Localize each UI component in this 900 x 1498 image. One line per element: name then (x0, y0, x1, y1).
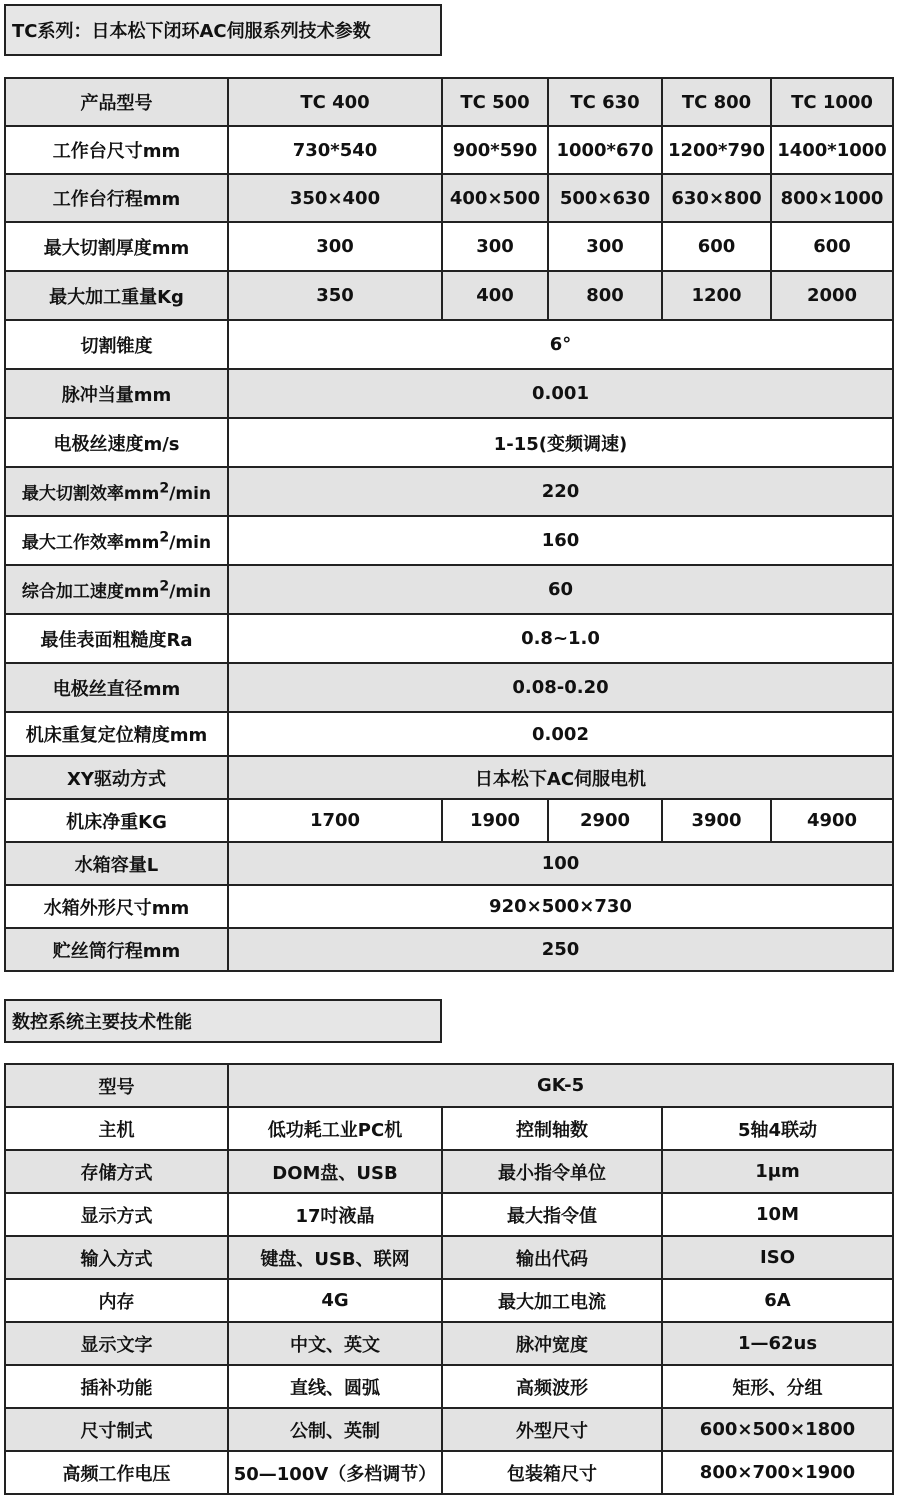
row-label: 电极丝速度m/s (5, 418, 228, 467)
table-row (5, 565, 893, 614)
row-label: 最佳表面粗糙度Ra (5, 614, 228, 663)
table-row (5, 418, 893, 467)
value-cell: 0.002 (228, 712, 893, 756)
table-row (5, 614, 893, 663)
table-row (5, 320, 893, 369)
row-label: 机床重复定位精度mm (5, 712, 228, 756)
table-row (5, 222, 893, 271)
row-label: 工作台尺寸mm (5, 126, 228, 174)
value-cell: 2000 (771, 271, 893, 320)
row-label: 最小指令单位 (442, 1150, 662, 1193)
spec-section-title: TC系列：日本松下闭环AC伺服系列技术参数 (4, 4, 442, 56)
value-cell: 900*590 (442, 126, 548, 174)
value-cell: 直线、圆弧 (228, 1365, 442, 1408)
row-label: 存储方式 (5, 1150, 228, 1193)
row-label: 型号 (5, 1064, 228, 1107)
row-label: 水箱外形尺寸mm (5, 885, 228, 928)
value-cell: 4G (228, 1279, 442, 1322)
table-row (5, 271, 893, 320)
row-label: XY驱动方式 (5, 756, 228, 799)
value-cell: 公制、英制 (228, 1408, 442, 1451)
row-label: 最大切割厚度mm (5, 222, 228, 271)
value-cell: 日本松下AC伺服电机 (228, 756, 893, 799)
value-cell: 键盘、USB、联网 (228, 1236, 442, 1279)
model-cell: TC 630 (548, 78, 662, 126)
model-cell: TC 800 (662, 78, 771, 126)
value-cell: 220 (228, 467, 893, 516)
table-row (5, 174, 893, 222)
value-cell: 100 (228, 842, 893, 885)
value-cell: ISO (662, 1236, 893, 1279)
value-cell: 4900 (771, 799, 893, 842)
table-row (5, 1064, 893, 1107)
model-cell: TC 500 (442, 78, 548, 126)
value-cell: 600 (662, 222, 771, 271)
value-cell: 60 (228, 565, 893, 614)
value-cell: 1000*670 (548, 126, 662, 174)
row-label: 水箱容量L (5, 842, 228, 885)
table-row (5, 1236, 893, 1279)
nc-table (4, 1063, 894, 1495)
table-row (5, 928, 893, 971)
value-cell: 630×800 (662, 174, 771, 222)
model-cell: TC 1000 (771, 78, 893, 126)
table-row (5, 516, 893, 565)
value-cell: 300 (442, 222, 548, 271)
value-cell: 300 (228, 222, 442, 271)
table-row (5, 1107, 893, 1150)
row-label: 高频工作电压 (5, 1451, 228, 1494)
value-cell: 2900 (548, 799, 662, 842)
row-label: 最大加工电流 (442, 1279, 662, 1322)
value-cell: 350 (228, 271, 442, 320)
row-label: 高频波形 (442, 1365, 662, 1408)
row-label: 电极丝直径mm (5, 663, 228, 712)
value-cell: 1200*790 (662, 126, 771, 174)
row-label: 内存 (5, 1279, 228, 1322)
value-cell: 6° (228, 320, 893, 369)
value-cell: 中文、英文 (228, 1322, 442, 1365)
value-cell: 0.001 (228, 369, 893, 418)
model-cell: TC 400 (228, 78, 442, 126)
value-cell: 920×500×730 (228, 885, 893, 928)
row-label: 输入方式 (5, 1236, 228, 1279)
header-label: 产品型号 (5, 78, 228, 126)
table-row (5, 1279, 893, 1322)
row-label: 主机 (5, 1107, 228, 1150)
table-row (5, 756, 893, 799)
value-cell: 0.8~1.0 (228, 614, 893, 663)
value-cell: 800×1000 (771, 174, 893, 222)
row-label: 脉冲当量mm (5, 369, 228, 418)
value-cell: 5轴4联动 (662, 1107, 893, 1150)
value-cell: GK-5 (228, 1064, 893, 1107)
value-cell: 800×700×1900 (662, 1451, 893, 1494)
value-cell: 600 (771, 222, 893, 271)
table-row (5, 799, 893, 842)
value-cell: 300 (548, 222, 662, 271)
value-cell: 1900 (442, 799, 548, 842)
value-cell: 0.08-0.20 (228, 663, 893, 712)
table-row (5, 885, 893, 928)
value-cell: 500×630 (548, 174, 662, 222)
value-cell: 730*540 (228, 126, 442, 174)
row-label: 最大指令值 (442, 1193, 662, 1236)
table-row (5, 1365, 893, 1408)
value-cell: 1μm (662, 1150, 893, 1193)
value-cell: 低功耗工业PC机 (228, 1107, 442, 1150)
table-row (5, 1150, 893, 1193)
spec-table (4, 77, 894, 972)
value-cell: 350×400 (228, 174, 442, 222)
value-cell: 1200 (662, 271, 771, 320)
value-cell: 10M (662, 1193, 893, 1236)
row-label: 包装箱尺寸 (442, 1451, 662, 1494)
table-row (5, 1193, 893, 1236)
row-label: 外型尺寸 (442, 1408, 662, 1451)
value-cell: 250 (228, 928, 893, 971)
value-cell: 400×500 (442, 174, 548, 222)
value-cell: 3900 (662, 799, 771, 842)
value-cell: 600×500×1800 (662, 1408, 893, 1451)
row-label: 切割锥度 (5, 320, 228, 369)
row-label: 显示方式 (5, 1193, 228, 1236)
table-row (5, 78, 893, 126)
value-cell: 800 (548, 271, 662, 320)
row-label: 综合加工速度$mm^2/\min$ (5, 565, 228, 614)
row-label: 工作台行程mm (5, 174, 228, 222)
row-label: 机床净重KG (5, 799, 228, 842)
value-cell: 6A (662, 1279, 893, 1322)
value-cell: 50—100V（多档调节） (228, 1451, 442, 1494)
row-label: 贮丝筒行程mm (5, 928, 228, 971)
value-cell: 17吋液晶 (228, 1193, 442, 1236)
row-label: 尺寸制式 (5, 1408, 228, 1451)
row-label: 最大加工重量Kg (5, 271, 228, 320)
table-row (5, 663, 893, 712)
row-label: 脉冲宽度 (442, 1322, 662, 1365)
table-row (5, 369, 893, 418)
table-row (5, 126, 893, 174)
row-label: 控制轴数 (442, 1107, 662, 1150)
table-row (5, 1451, 893, 1494)
nc-section-title: 数控系统主要技术性能 (4, 999, 442, 1043)
value-cell: 400 (442, 271, 548, 320)
value-cell: 1—62us (662, 1322, 893, 1365)
row-label: 最大切割效率$mm^2/\min$ (5, 467, 228, 516)
table-row (5, 1408, 893, 1451)
value-cell: 1-15(变频调速) (228, 418, 893, 467)
table-row (5, 467, 893, 516)
table-row (5, 712, 893, 756)
row-label: 输出代码 (442, 1236, 662, 1279)
value-cell: 矩形、分组 (662, 1365, 893, 1408)
value-cell: 1400*1000 (771, 126, 893, 174)
row-label: 插补功能 (5, 1365, 228, 1408)
value-cell: 1700 (228, 799, 442, 842)
row-label: 最大工作效率$mm^2/\min$ (5, 516, 228, 565)
value-cell: DOM盘、USB (228, 1150, 442, 1193)
value-cell: 160 (228, 516, 893, 565)
table-row (5, 842, 893, 885)
row-label: 显示文字 (5, 1322, 228, 1365)
table-row (5, 1322, 893, 1365)
